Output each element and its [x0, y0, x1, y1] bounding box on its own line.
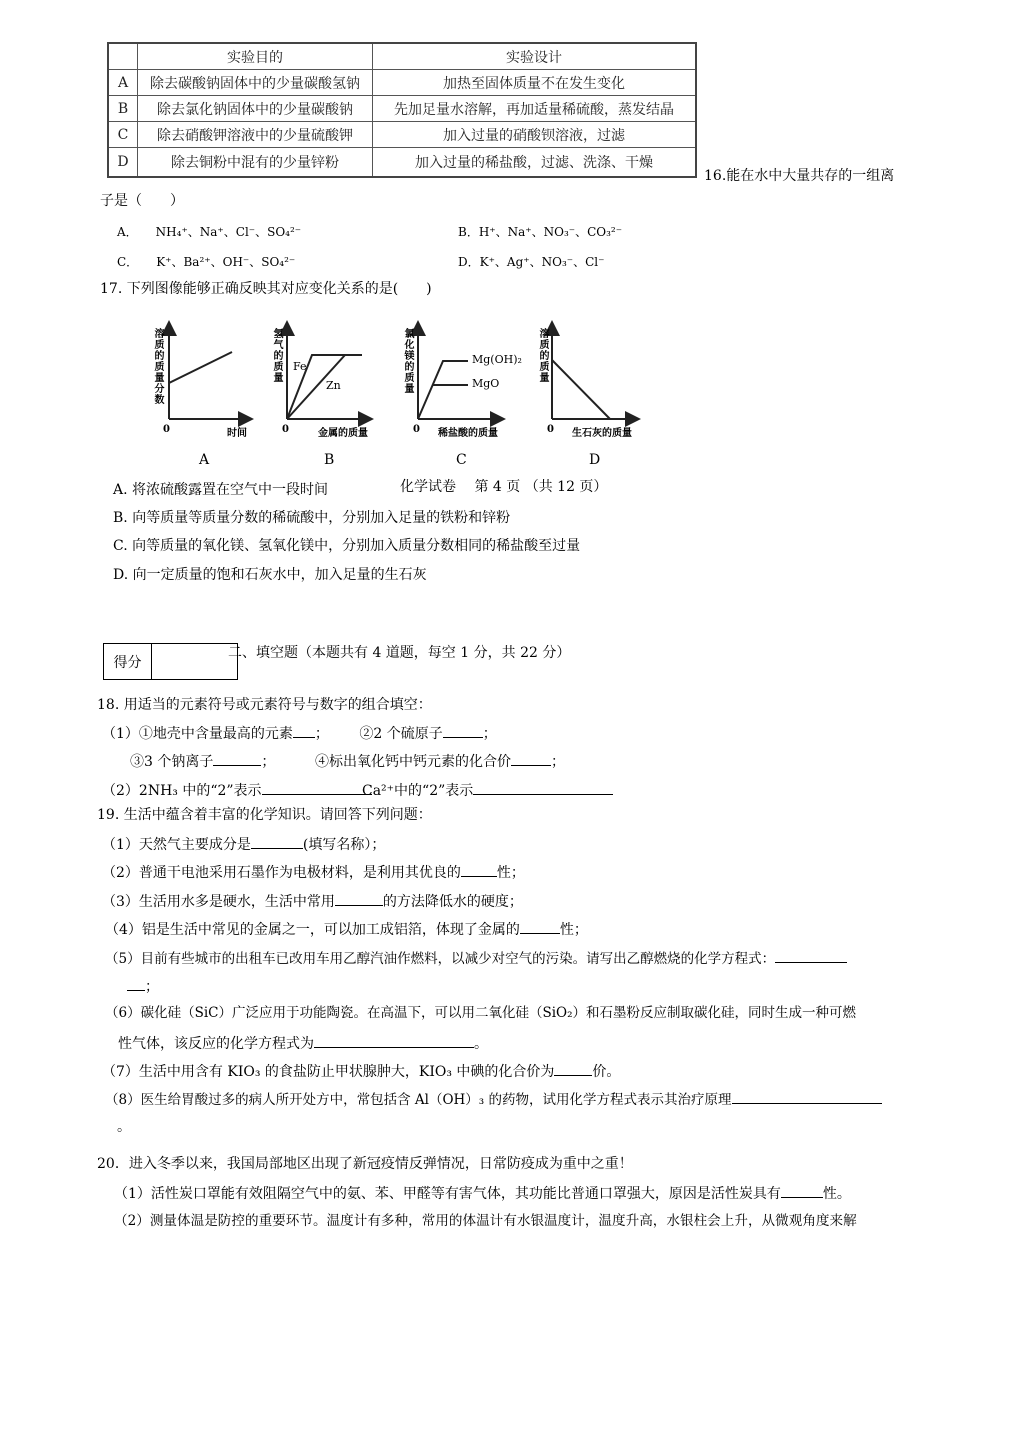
q19-item5-cont [127, 976, 159, 996]
row-key: D [108, 148, 138, 178]
answer-blank[interactable] [732, 1089, 882, 1104]
q18-line3b [362, 780, 613, 800]
score-label: 得分 [104, 644, 152, 679]
row-purpose: 除去氯化钠固体中的少量碳酸钠 [138, 96, 373, 122]
answer-blank[interactable] [461, 862, 497, 877]
q17-option-a: A. 将浓硫酸露置在空气中一段时间 [113, 482, 329, 498]
score-box [103, 643, 238, 680]
row-design: 先加足量水溶解，再加适量稀硫酸，蒸发结晶 [373, 96, 697, 122]
graph-b-origin: 0 [282, 424, 289, 435]
sep: ； [482, 726, 497, 742]
q20-stem: 20．进入冬季以来，我国局部地区出现了新冠疫情反弹情况，日常防疫成为重中之重！ [97, 1156, 633, 1172]
q20-item2: （2）测量体温是防控的重要环节。温度计有多种，常用的体温计有水银温度计，温度升高，水银柱会上升，从微观角度来解 [114, 1213, 857, 1229]
graph-b-xlabel: 金属的质量 [318, 428, 368, 439]
q18-line2 [130, 751, 275, 771]
text: （1）天然气主要成分是 [102, 837, 251, 853]
q18-p1d: ④标出氧化钙中钙元素的化合价 [315, 754, 511, 770]
graph-a-ylabel: 溶质的质量分数 [152, 328, 163, 405]
graph-b-ylabel: 氢气的质量 [271, 328, 282, 383]
graph-b-caption: B [324, 452, 335, 468]
q17-option-d: D. 向一定质量的饱和石灰水中，加入足量的生石灰 [113, 567, 427, 583]
answer-blank[interactable] [775, 948, 847, 963]
score-field[interactable] [152, 644, 237, 679]
q19-stem: 19. 生活中蕴含着丰富的化学知识。请回答下列问题： [97, 807, 432, 823]
text: 性气体，该反应的化学方程式为 [118, 1036, 314, 1052]
q19-item5 [105, 948, 847, 968]
option-label: C． [117, 255, 139, 269]
text: (填写名称）； [302, 837, 386, 853]
answer-blank[interactable] [213, 751, 261, 766]
text: （4）铝是生活中常见的金属之一，可以加工成铝箔，体现了金属的 [105, 922, 520, 938]
graph-a-line [169, 352, 232, 383]
answer-blank[interactable] [314, 1033, 474, 1048]
text: （2）普通干电池采用石墨作为电极材料，是利用其优良的 [102, 865, 461, 881]
text: （1）活性炭口罩能有效阻隔空气中的氨、苯、甲醛等有害气体，其功能比普通口罩强大，原因是活性炭具有 [114, 1186, 781, 1202]
text: 性； [496, 865, 525, 881]
text: 价。 [592, 1064, 621, 1080]
graph-a-origin: 0 [163, 424, 170, 435]
q19-item6: （6）碳化硅（SiC）广泛应用于功能陶瓷。在高温下，可以用二氧化硅（SiO₂）和石墨粉反应制取碳化硅，同时生成一种可燃 [105, 1005, 857, 1021]
option-label: B． [458, 225, 479, 239]
q18-p1c: ③3 个钠离子 [130, 754, 214, 770]
answer-blank[interactable] [127, 976, 145, 991]
graph-c-ylabel: 氯化镁的质量 [402, 328, 413, 394]
row-purpose: 除去硝酸钾溶液中的少量硫酸钾 [138, 122, 373, 148]
answer-blank[interactable] [335, 891, 383, 906]
q18-stem: 18. 用适当的元素符号或元素符号与数字的组合填空： [97, 697, 432, 713]
row-design: 加入过量的硝酸钡溶液，过滤 [373, 122, 697, 148]
page-footer: 化学试卷 第 4 页 （共 12 页） [400, 479, 608, 495]
q19-item8 [105, 1089, 882, 1109]
graph-d-line [552, 360, 610, 419]
q18-p2a: （2）2NH₃ 中的“2”表示 [102, 783, 262, 799]
graph-a-xlabel: 时间 [227, 428, 247, 439]
row-design: 加热至固体质量不在发生变化 [373, 70, 697, 96]
q18-line2b [315, 751, 565, 771]
text: 的方法降低水的硬度； [382, 894, 523, 910]
q20-item1 [114, 1183, 851, 1203]
graph-d-origin: 0 [547, 424, 554, 435]
option-label: D． [458, 255, 480, 269]
answer-blank[interactable] [293, 723, 315, 738]
row-purpose: 除去碳酸钠固体中的少量碳酸氢钠 [138, 70, 373, 96]
answer-blank[interactable] [781, 1183, 823, 1198]
section-title: 二、填空题（本题共有 4 道题，每空 1 分，共 22 分） [228, 645, 571, 661]
q19-item3 [102, 891, 523, 911]
graph-d-ylabel: 溶质的质量 [537, 328, 548, 383]
q19-item2 [102, 862, 525, 882]
graph-c-series-mgoh2: Mg(OH)₂ [472, 353, 522, 366]
q16-stem-part2: 子是（ ） [100, 193, 184, 209]
q18-line1 [102, 723, 497, 743]
option-text: K⁺、Ag⁺、NO₃⁻、Cl⁻ [479, 255, 605, 269]
option-text: H⁺、Na⁺、NO₃⁻、CO₃²⁻ [478, 225, 623, 239]
q16-stem-part1: 16.能在水中大量共存的一组离 [704, 168, 895, 184]
graph-c-mgoh2-line [418, 361, 468, 419]
answer-blank[interactable] [554, 1061, 592, 1076]
q19-item4 [105, 919, 588, 939]
row-purpose: 除去铜粉中混有的少量锌粉 [138, 148, 373, 178]
text: （3）生活用水多是硬水，生活中常用 [102, 894, 335, 910]
row-key: C [108, 122, 138, 148]
q17-option-c: C. 向等质量的氧化镁、氢氧化镁中，分别加入质量分数相同的稀盐酸至过量 [113, 538, 581, 554]
graph-d-xlabel: 生石灰的质量 [572, 428, 632, 439]
row-design: 加入过量的稀盐酸，过滤、洗涤、干燥 [373, 148, 697, 178]
q19-item6-cont [118, 1033, 488, 1053]
text: ； [145, 979, 159, 995]
graph-b-series-zn: Zn [326, 379, 341, 392]
row-key: A [108, 70, 138, 96]
answer-blank[interactable] [520, 919, 560, 934]
graph-c-caption: C [456, 452, 467, 468]
text: 性。 [822, 1186, 851, 1202]
table-header-purpose: 实验目的 [138, 43, 373, 70]
q18-p2b: Ca²⁺中的“2”表示 [362, 783, 474, 799]
graph-a-caption: A [199, 452, 210, 468]
sep: ； [551, 754, 565, 770]
text: 。 [474, 1036, 488, 1052]
q17-option-b: B. 向等质量等质量分数的稀硫酸中，分别加入足量的铁粉和锌粉 [113, 510, 511, 526]
q18-p1a: （1）①地壳中含量最高的元素 [102, 726, 293, 742]
sep: ； [261, 754, 276, 770]
text: 性； [559, 922, 588, 938]
graph-d-caption: D [589, 452, 601, 468]
q19-item8-end: 。 [117, 1119, 131, 1135]
graph-b-series-fe: Fe [293, 360, 307, 373]
sep: ； [314, 726, 329, 742]
q19-item7 [102, 1061, 620, 1081]
text: （5）目前有些城市的出租车已改用车用乙醇汽油作燃料，以减少对空气的污染。请写出乙醇燃烧的化学方程式： [105, 951, 776, 967]
option-text: NH₄⁺、Na⁺、Cl⁻、SO₄²⁻ [155, 225, 302, 239]
answer-blank[interactable] [511, 751, 551, 766]
answer-blank[interactable] [262, 780, 372, 795]
graph-c-xlabel: 稀盐酸的质量 [438, 428, 498, 439]
graph-c-series-mgo: MgO [472, 377, 500, 390]
text: （7）生活中用含有 KIO₃ 的食盐防止甲状腺肿大，KIO₃ 中碘的化合价为 [102, 1064, 555, 1080]
q18-line3 [102, 780, 372, 800]
option-label: A． [117, 225, 138, 239]
answer-blank[interactable] [251, 834, 303, 849]
option-text: K⁺、Ba²⁺、OH⁻、SO₄²⁻ [156, 255, 296, 269]
graph-c-origin: 0 [413, 424, 420, 435]
table-header-design: 实验设计 [373, 43, 697, 70]
q17-stem: 17. 下列图像能够正确反映其对应变化关系的是( ) [100, 281, 432, 297]
row-key: B [108, 96, 138, 122]
answer-blank[interactable] [443, 723, 483, 738]
text: （8）医生给胃酸过多的病人所开处方中，常包括含 Al（OH）₃ 的药物，试用化学方程式表示其治疗原理 [105, 1092, 732, 1108]
q18-p1b: ②2 个硫原子 [359, 726, 443, 742]
answer-blank[interactable] [473, 780, 613, 795]
q19-item1 [102, 834, 385, 854]
